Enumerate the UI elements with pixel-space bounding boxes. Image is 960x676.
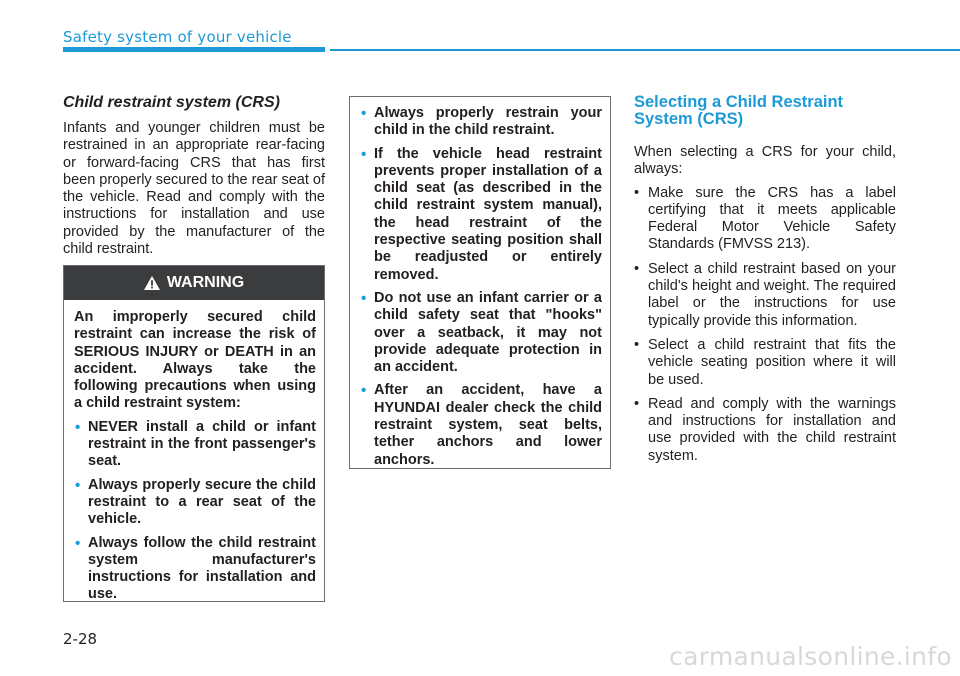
bullet-dot-icon: • [361,382,367,400]
warning-intro: An improperly secured child restraint can increase the risk of SERIOUS INJURY or DEATH in an accident. Always take the following precautions when using a child restraint system: [74,309,316,412]
list-item: • Make sure the CRS has a label certifying that it meets applicable Federal Motor Vehicle Safety Standards (FMVSS 213). [634,184,896,253]
list-item: • After an accident, have a HYUNDAI dealer check the child restraint system, seat belts, tether anchors and lower anchors. [361,382,602,468]
list-item: • Always follow the child restraint system manufacturer's instructions for installation and use. [75,534,316,603]
selecting-crs-title: Selecting a Child Restraint System (CRS) [634,93,844,128]
crs-section-title: Child restraint system (CRS) [63,94,280,111]
warning-body [64,300,324,604]
selecting-crs-intro: When selecting a CRS for your child, always: [634,144,896,178]
bullet-dot-icon: • [361,145,367,163]
header-rule-thin [330,49,960,51]
warning-triangle-icon [144,276,160,290]
page-number: 2-28 [63,630,98,648]
bullet-dot-icon: • [361,105,367,122]
watermark: carmanualsonline.info [669,642,952,671]
list-item: • NEVER install a child or infant restraint in the front passenger's seat. [75,418,316,470]
warning-header [64,266,324,300]
warning-list [74,419,316,604]
warning-label: WARNING [166,274,245,291]
bullet-dot-icon: • [634,336,640,353]
warning-continued-box [349,96,611,469]
list-item: • If the vehicle head restraint prevents proper installation of a child seat (as described in the child restraint system manual), the head restraint of the respective seating position shall be readjusted or entirely removed. [361,145,602,283]
list-item: • Do not use an infant carrier or a child safety seat that "hooks" over a seatback, it may not provide adequate protection in an accident. [361,289,602,376]
bullet-dot-icon: • [634,184,640,201]
list-item: • Always properly secure the child restraint to a rear seat of the vehicle. [75,476,316,528]
list-item: • Read and comply with the warnings and instructions for installation and use provided with the child restraint system. [634,395,896,464]
list-item: • Select a child restraint that fits the vehicle seating position where it will be used. [634,336,896,388]
list-item: • Select a child restraint based on your child's height and weight. The required label or the instructions for use typically provide this information. [634,260,896,329]
warning-box [63,265,325,602]
bullet-dot-icon: • [634,395,640,412]
bullet-dot-icon: • [75,534,81,552]
list-item: • Always properly restrain your child in the child restraint. [361,105,602,139]
selecting-crs-list [634,185,896,465]
crs-section-body: Infants and younger children must be restrained in an appropriate rear-facing or forward-facing CRS that has first been properly secured to the rear seat of the vehicle. Read and comply with the instructions for installation and use provided by the manufacturer of the child restraint. [63,120,325,258]
selecting-crs-section [634,94,896,472]
header-rule-thick [63,47,325,52]
bullet-dot-icon: • [634,260,640,277]
section-header-title: Safety system of your vehicle [63,28,292,46]
bullet-dot-icon: • [75,476,81,494]
warning-continued-list [360,105,602,469]
bullet-dot-icon: • [361,289,367,307]
crs-section [63,94,325,258]
bullet-dot-icon: • [75,418,81,436]
